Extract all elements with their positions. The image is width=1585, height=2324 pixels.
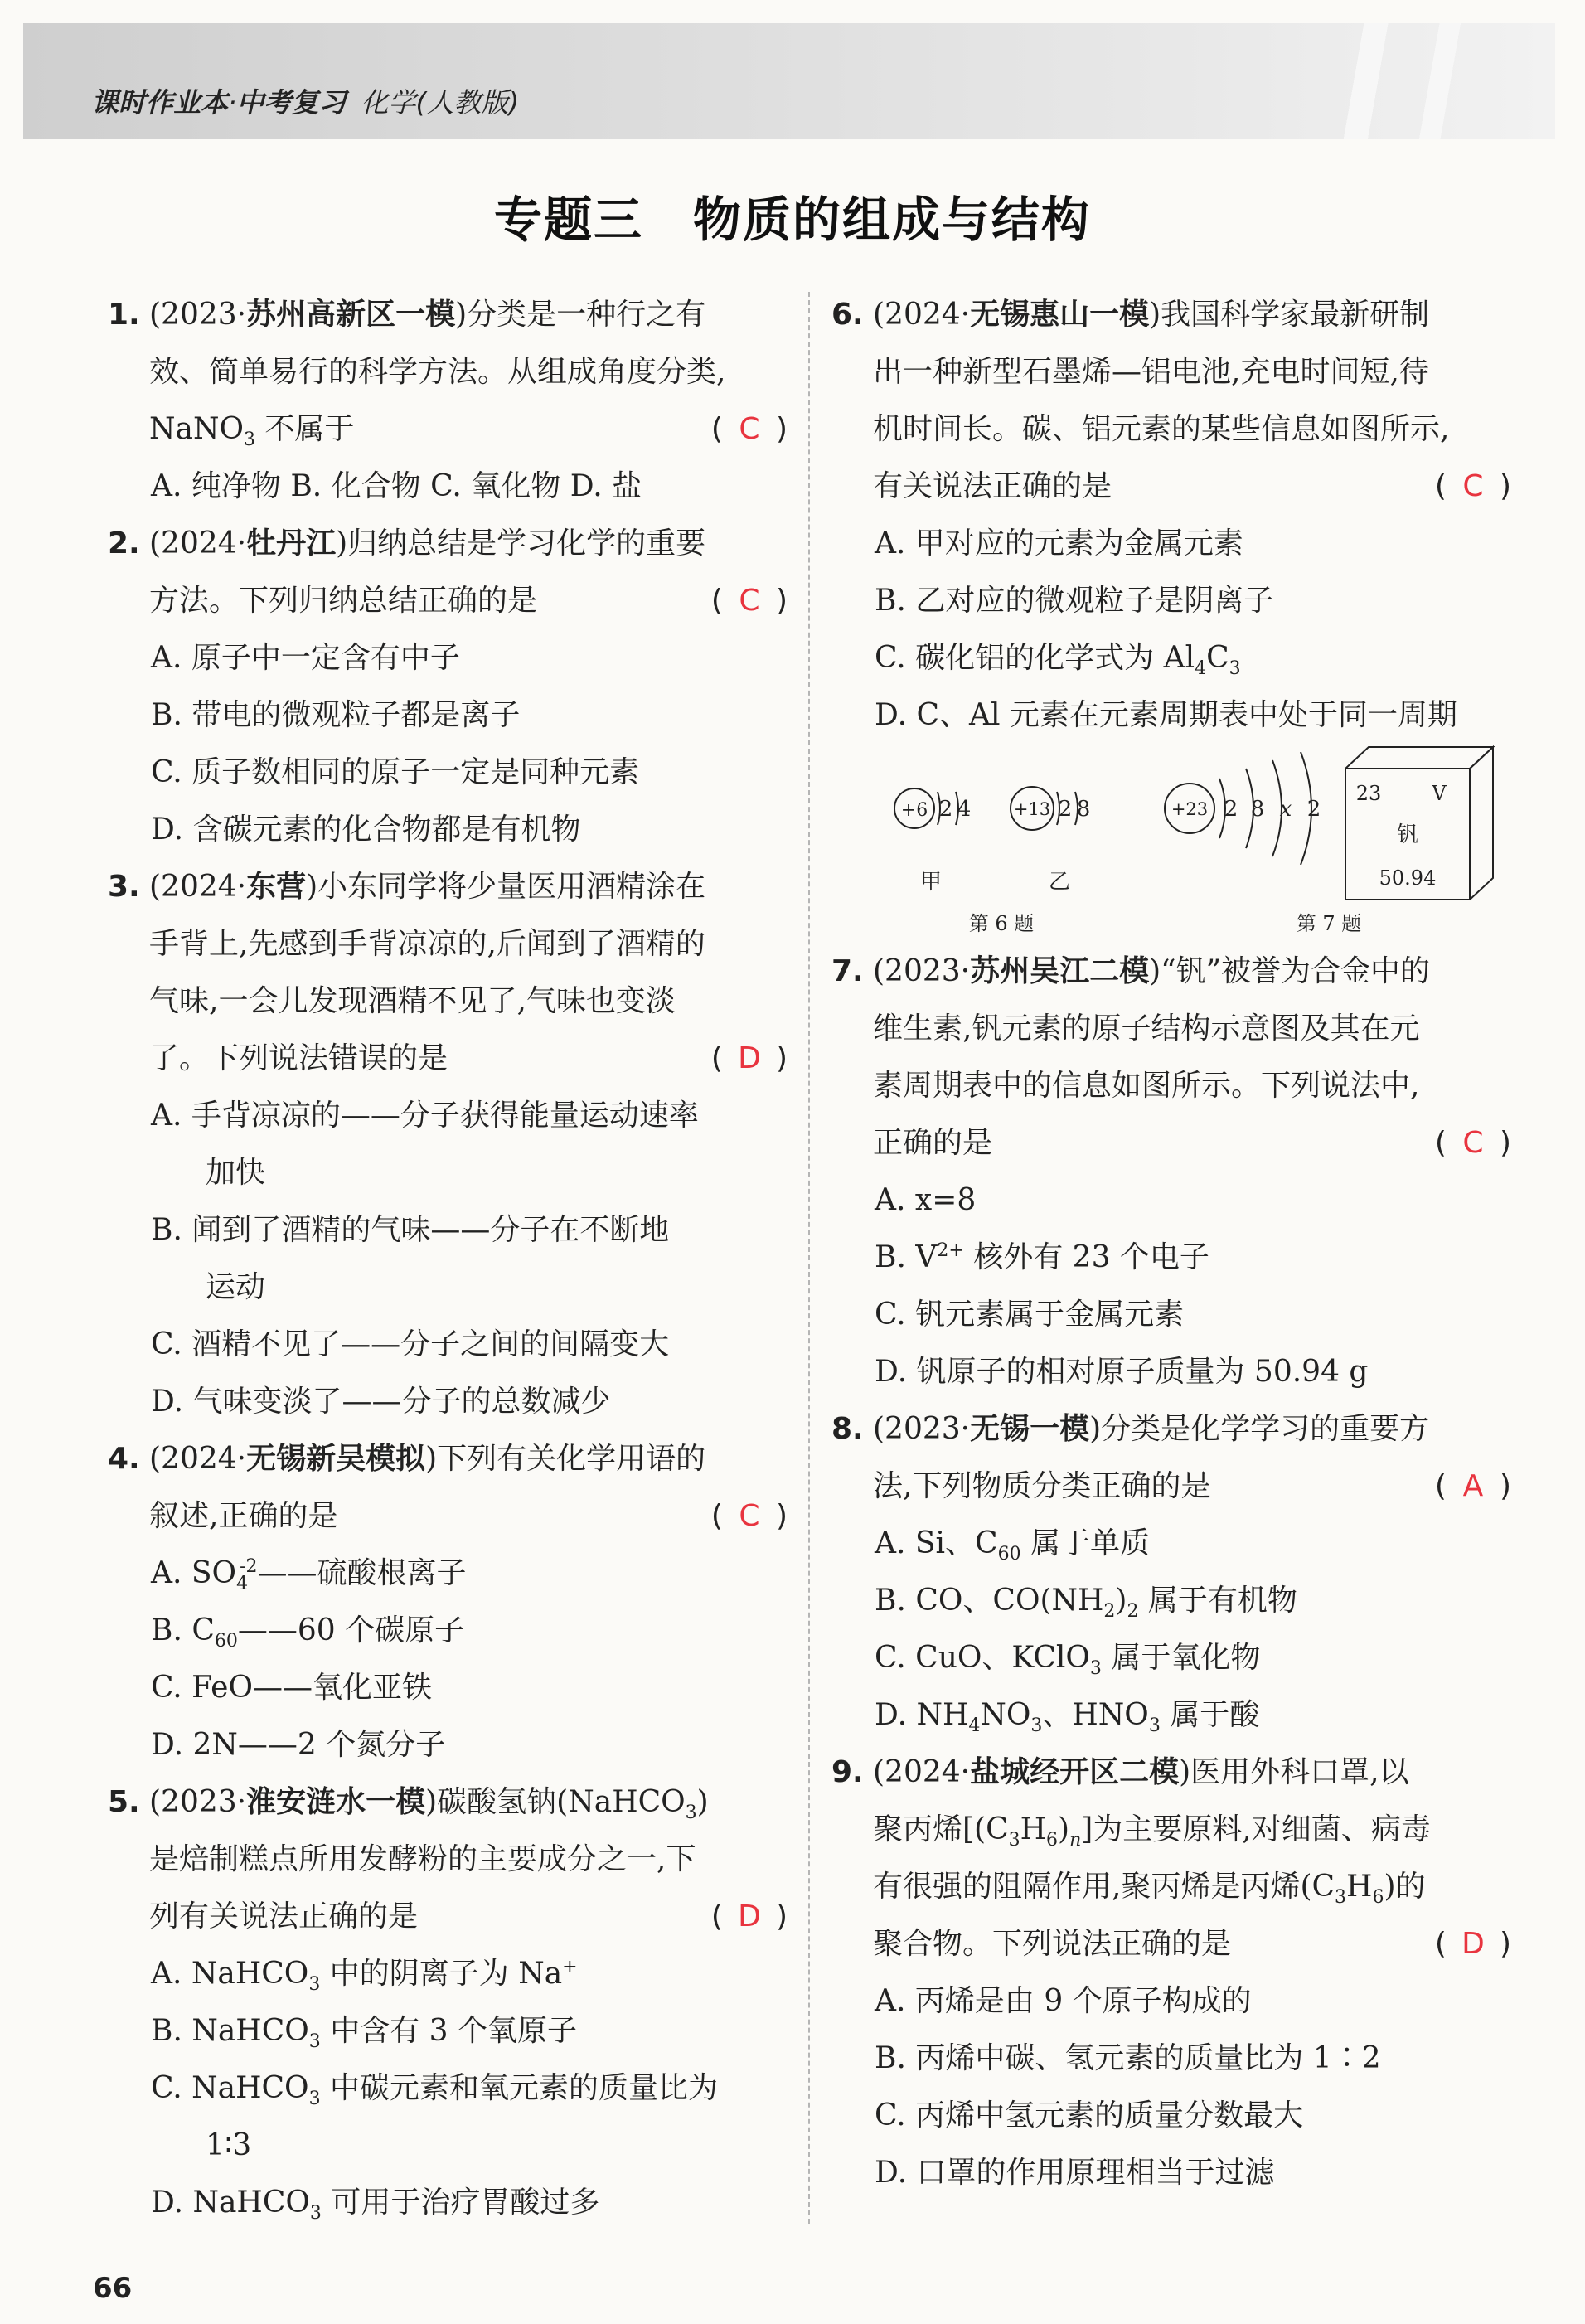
q5-b-text: B. NaHCO [151,2014,309,2048]
q3-option-c: C. 酒精不见了——分子之间的间隔变大 [151,1327,670,1361]
q6-answer: ( C ) [1435,458,1511,515]
q9-option-d: D. 口罩的作用原理相当于过滤 [875,2156,1275,2190]
q3-answer-letter: D [738,1041,761,1075]
atom-vanadium-diagram [1165,752,1321,865]
q5-option-c [108,2060,788,2117]
q5-answer: ( D ) [711,1888,788,1945]
book-name: 课时作业本 [91,86,228,119]
yi-label: 乙 [1048,870,1071,895]
q8-option-d [831,1686,1511,1744]
q3-line-3: 气味,一会儿发现酒精不见了,气味也变淡 [149,984,676,1018]
q6-option-c [831,629,1511,687]
q5-number: 5. [108,1785,140,1819]
q7-number: 7. [831,954,864,988]
q5-line-3 [108,1888,788,1945]
page-number: 66 [93,2272,133,2305]
q7-option-a: A. x=8 [875,1183,977,1217]
q1-text: )分类是一种行之有 [455,298,706,332]
q7-dot: · [960,954,971,988]
q1-answer-letter: C [739,412,760,446]
q8-dot: · [960,1412,971,1446]
q4-option-d: D. 2N——2 个氮分子 [151,1728,446,1762]
q2-number: 2. [108,526,140,560]
q3-line-2: 手背上,先感到手背凉凉的,后闻到了酒精的 [149,927,705,961]
q9-l3-s2: 6 [1372,1887,1384,1909]
right-column [831,286,1511,2201]
q9-option-b: B. 丙烯中碳、氢元素的质量比为 1∶2 [875,2041,1381,2075]
q8-c-text: C. CuO、KClO [875,1641,1090,1675]
q6-c-text: C. 碳化铝的化学式为 Al [875,641,1195,675]
left-column [108,286,788,2231]
yi-shell-2: 8 [1076,797,1091,822]
jia-label: 甲 [919,870,943,895]
q6-dot: · [960,298,971,332]
q5-a-mid: 中的阴离子为 Na [320,1957,563,1991]
q7-b-sup: 2+ [937,1240,964,1261]
q1-answer: ( C ) [711,400,788,458]
q8-b-text: B. CO、CO(NH [875,1584,1104,1618]
q9-l2-a: 聚丙烯[(C [873,1812,1009,1846]
q8-year: (2023 [873,1412,961,1446]
q4-b-sub: 60 [214,1631,238,1652]
q1-dot: · [236,298,247,332]
q9-text: )医用外科口罩,以 [1179,1755,1409,1789]
q9-line-4 [831,1915,1511,1972]
q5-b-sub: 3 [308,2031,321,2053]
q5-answer-letter: D [738,1899,761,1933]
q2-year: (2024 [149,526,237,560]
card-mass: 50.94 [1379,866,1437,890]
q5-text-end: ) [696,1785,709,1819]
q5-d-text: D. NaHCO [151,2186,310,2220]
q8-a-desc: 属于单质 [1020,1526,1151,1560]
element-card [1345,747,1493,900]
q5-dot: · [236,1785,247,1819]
q7-option-c: C. 钒元素属于金属元素 [875,1298,1185,1332]
q9-l2-s3: n [1069,1830,1082,1851]
q8-line-1 [831,1400,1511,1458]
q3-source: 东营 [246,869,307,904]
q6-line-4 [831,458,1511,515]
q4-answer-letter: C [739,1499,760,1533]
q8-c-desc: 属于氧化物 [1101,1641,1261,1675]
q5-b-desc: 中含有 3 个氧原子 [320,2014,578,2048]
q4-dot: · [236,1442,247,1476]
v-shell-3: x [1279,797,1292,822]
q3-number: 3. [108,870,140,904]
q9-stem: 聚合物。下列说法正确的是 [873,1927,1232,1961]
q8-d-mid1: NO [980,1698,1031,1732]
q5-option-b [108,2002,788,2060]
series-name: 中考复习 [236,86,347,119]
q7-stem: 正确的是 [873,1126,993,1160]
q5-d-desc: 可用于治疗胃酸过多 [321,2186,600,2220]
q8-number: 8. [831,1412,864,1446]
atom-jia-diagram [894,788,971,895]
q5-line-2: 是焙制糕点所用发酵粉的主要成分之一,下 [149,1842,696,1876]
q4-text: )下列有关化学用语的 [425,1442,706,1476]
q5-option-c-cont: 1∶3 [206,2128,252,2162]
jia-shell-1: 2 [938,797,953,822]
q1-text-end: 不属于 [254,412,355,446]
q6-c-sub2: 3 [1229,658,1241,680]
q8-stem: 法,下列物质分类正确的是 [873,1469,1211,1503]
q5-text-sub: 3 [685,1802,697,1824]
figures-svg [831,744,1511,943]
q5-line-1 [108,1773,788,1831]
yi-shell-1: 2 [1058,797,1073,822]
q2-option-d: D. 含碳元素的化合物都是有机物 [151,813,581,847]
q6-option-b: B. 乙对应的微观粒子是阴离子 [875,584,1274,618]
q8-option-b [831,1572,1511,1629]
q9-l3-c: )的 [1384,1870,1426,1904]
q4-option-b [108,1602,788,1659]
q8-d-text: D. NH [875,1698,969,1732]
q3-option-a-cont: 加快 [206,1156,266,1190]
q1-line-2: 效、简单易行的科学方法。从组成角度分类, [149,355,726,389]
q7-line-4 [831,1114,1511,1172]
q3-text: )小东同学将少量医用酒精涂在 [306,870,706,904]
q7-text: )“钒”被誉为合金中的 [1149,954,1430,988]
q2-stem: 方法。下列归纳总结正确的是 [149,584,538,618]
figures-q6-q7 [831,744,1511,943]
q2-option-c: C. 质子数相同的原子一定是同种元素 [151,755,640,789]
q8-a-text: A. Si、C [875,1526,998,1560]
q6-source: 无锡惠山一模 [970,297,1150,332]
q5-c-desc: 中碳元素和氧元素的质量比为 [320,2071,719,2105]
q4-source: 无锡新吴模拟 [246,1441,426,1476]
q8-source: 无锡一模 [970,1411,1090,1446]
v-shell-2: 8 [1250,797,1265,822]
q8-line-2 [831,1458,1511,1515]
q5-option-a [108,1945,788,2002]
q3-year: (2024 [149,870,237,904]
q7-b-desc: 核外有 23 个电子 [963,1240,1209,1274]
q9-answer: ( D ) [1435,1915,1511,1972]
q8-b-sub2: 2 [1127,1601,1139,1623]
q7-source: 苏州吴江二模 [970,953,1150,988]
q3-option-d: D. 气味变淡了——分子的总数减少 [151,1385,611,1419]
q5-stem: 列有关说法正确的是 [149,1899,419,1933]
q9-line-3 [831,1858,1511,1915]
q8-d-sub2: 3 [1030,1715,1043,1737]
q4-b-text: B. C [151,1613,215,1647]
q2-answer-letter: C [739,584,760,618]
q6-option-d: D. C、Al 元素在元素周期表中处于同一周期 [875,698,1457,732]
q8-a-sub: 60 [997,1544,1021,1565]
q6-text: )我国科学家最新研制 [1149,298,1430,332]
q8-option-c [831,1629,1511,1686]
q4-a-sub: 4 [236,1574,249,1595]
q6-line-3: 机时间长。碳、铝元素的某些信息如图所示, [873,412,1450,446]
q1-options: A. 纯净物 B. 化合物 C. 氧化物 D. 盐 [151,469,642,503]
v-shell-1: 2 [1224,797,1238,822]
q9-l2-s2: 6 [1046,1830,1059,1851]
q6-year: (2024 [873,298,961,332]
q8-d-sub1: 4 [968,1715,981,1737]
q6-option-a: A. 甲对应的元素为金属元素 [875,526,1243,560]
q8-b-sub: 2 [1103,1601,1116,1623]
q7-year: (2023 [873,954,961,988]
yi-nucleus-label: +13 [1013,799,1051,819]
q5-c-text: C. NaHCO [151,2071,309,2105]
page-title: 专题三 物质的组成与结构 [493,192,1091,248]
q5-year: (2023 [149,1785,237,1819]
q3-dot: · [236,870,247,904]
q4-line-2 [108,1487,788,1545]
v-shell-4: 2 [1306,797,1321,822]
q4-b-desc: ——60 个碳原子 [237,1613,465,1647]
q2-dot: · [236,526,247,560]
q6-line-2: 出一种新型石墨烯—铝电池,充电时间短,待 [873,355,1429,389]
q9-number: 9. [831,1755,864,1789]
q8-answer-letter: A [1462,1469,1484,1503]
q3-option-b-cont: 运动 [206,1270,266,1304]
q8-d-mid2: 、HNO [1042,1698,1149,1732]
q8-b-mid: ) [1115,1584,1127,1618]
card-side [1470,747,1493,900]
q7-line-1 [831,943,1511,1000]
q6-answer-letter: C [1462,469,1484,503]
q3-stem: 了。下列说法错误的是 [149,1041,448,1075]
q7-option-d: D. 钒原子的相对原子质量为 50.94 g [875,1355,1369,1389]
q7-answer-letter: C [1462,1126,1484,1160]
q9-l3-b: H [1346,1870,1373,1904]
q9-year: (2024 [873,1755,961,1789]
q4-a-desc: ——硫酸根离子 [257,1556,467,1590]
q7-answer: ( C ) [1435,1114,1511,1172]
q9-l2-b: H [1020,1812,1047,1846]
q6-c-mid: C [1206,641,1229,675]
q1-line-3 [108,400,788,458]
q7-line-2: 维生素,钒元素的原子结构示意图及其在元 [873,1012,1420,1046]
q2-answer: ( C ) [711,572,788,629]
q5-c-sub: 3 [308,2089,321,2110]
header-separator: · [228,86,237,119]
column-divider [808,292,810,2224]
q7-line-3: 素周期表中的信息如图所示。下列说法中, [873,1069,1420,1103]
q6-number: 6. [831,298,864,332]
q2-text: )归纳总结是学习化学的重要 [336,526,706,560]
card-top [1345,747,1493,769]
q2-line-2 [108,572,788,629]
q1-number: 1. [108,298,140,332]
q7-option-b [831,1229,1511,1286]
q6-c-sub1: 4 [1195,658,1207,680]
q9-source: 盐城经开区二模 [970,1754,1180,1789]
fig6-caption: 第 6 题 [968,912,1035,935]
card-number: 23 [1355,782,1382,805]
q9-line-2 [831,1801,1511,1858]
header-decoration [1273,23,1555,139]
q5-source: 淮安涟水一模 [246,1784,426,1819]
q8-answer: ( A ) [1435,1458,1511,1515]
q9-l2-c: ) [1058,1812,1070,1846]
q7-b-text: B. V [875,1240,938,1274]
q5-a-sub: 3 [308,1974,321,1996]
q3-option-b: B. 闻到了酒精的气味——分子在不断地 [151,1213,670,1247]
q1-year: (2023 [149,298,237,332]
q1-formula-sub: 3 [243,429,255,451]
q8-d-sub3: 3 [1148,1715,1161,1737]
q9-option-a: A. 丙烯是由 9 个原子构成的 [875,1984,1252,2018]
q1-formula: NaNO [149,412,244,446]
q5-d-sub: 3 [309,2203,322,2225]
subject-name: 化学(人教版) [361,86,520,119]
q2-source: 牡丹江 [246,526,337,560]
q9-dot: · [960,1755,971,1789]
q8-option-a [831,1515,1511,1572]
q9-l2-s1: 3 [1008,1830,1020,1851]
q4-a-text: A. SO [151,1556,237,1590]
q4-stem: 叙述,正确的是 [149,1499,338,1533]
card-symbol: V [1432,782,1447,805]
fig7-caption: 第 7 题 [1296,912,1362,935]
q9-l2-d: ]为主要原料,对细菌、病毒 [1081,1812,1431,1846]
v-nucleus-label: +23 [1171,799,1209,819]
q4-year: (2024 [149,1442,237,1476]
q3-line-1 [108,858,788,915]
q4-option-a [108,1545,788,1602]
q4-a-sup: -2 [240,1556,258,1577]
q8-b-desc: 属于有机物 [1138,1584,1297,1618]
q2-option-a: A. 原子中一定含有中子 [151,641,460,675]
q6-stem: 有关说法正确的是 [873,469,1112,503]
q5-a-sup: + [562,1957,578,1977]
q3-line-4 [108,1030,788,1087]
q6-line-1 [831,286,1511,343]
atom-yi-diagram [1011,787,1090,895]
q9-l3-s1: 3 [1335,1887,1347,1909]
q2-option-b: B. 带电的微观粒子都是离子 [151,698,521,732]
q4-answer: ( C ) [711,1487,788,1545]
q4-line-1 [108,1430,788,1487]
q5-option-d [108,2174,788,2231]
card-name: 钒 [1396,822,1419,847]
q8-c-sub: 3 [1089,1658,1102,1680]
q3-option-a: A. 手背凉凉的——分子获得能量运动速率 [151,1099,699,1133]
jia-nucleus-label: +6 [900,800,928,821]
q8-text: )分类是化学学习的重要方 [1089,1412,1430,1446]
q5-text: )碳酸氢钠(NaHCO [425,1785,686,1819]
q5-a-text: A. NaHCO [151,1957,309,1991]
q3-answer: ( D ) [711,1030,788,1087]
running-header [91,81,519,120]
q1-line-1 [108,286,788,343]
q9-answer-letter: D [1461,1927,1485,1961]
q1-source: 苏州高新区一模 [246,297,456,332]
q4-option-c: C. FeO——氧化亚铁 [151,1671,432,1705]
q9-option-c: C. 丙烯中氢元素的质量分数最大 [875,2098,1304,2132]
q9-line-1 [831,1744,1511,1801]
q2-line-1 [108,515,788,572]
q8-d-desc: 属于酸 [1160,1698,1260,1732]
q4-number: 4. [108,1442,140,1476]
jia-shell-2: 4 [957,797,972,822]
q9-l3-a: 有很强的阻隔作用,聚丙烯是丙烯(C [873,1870,1335,1904]
